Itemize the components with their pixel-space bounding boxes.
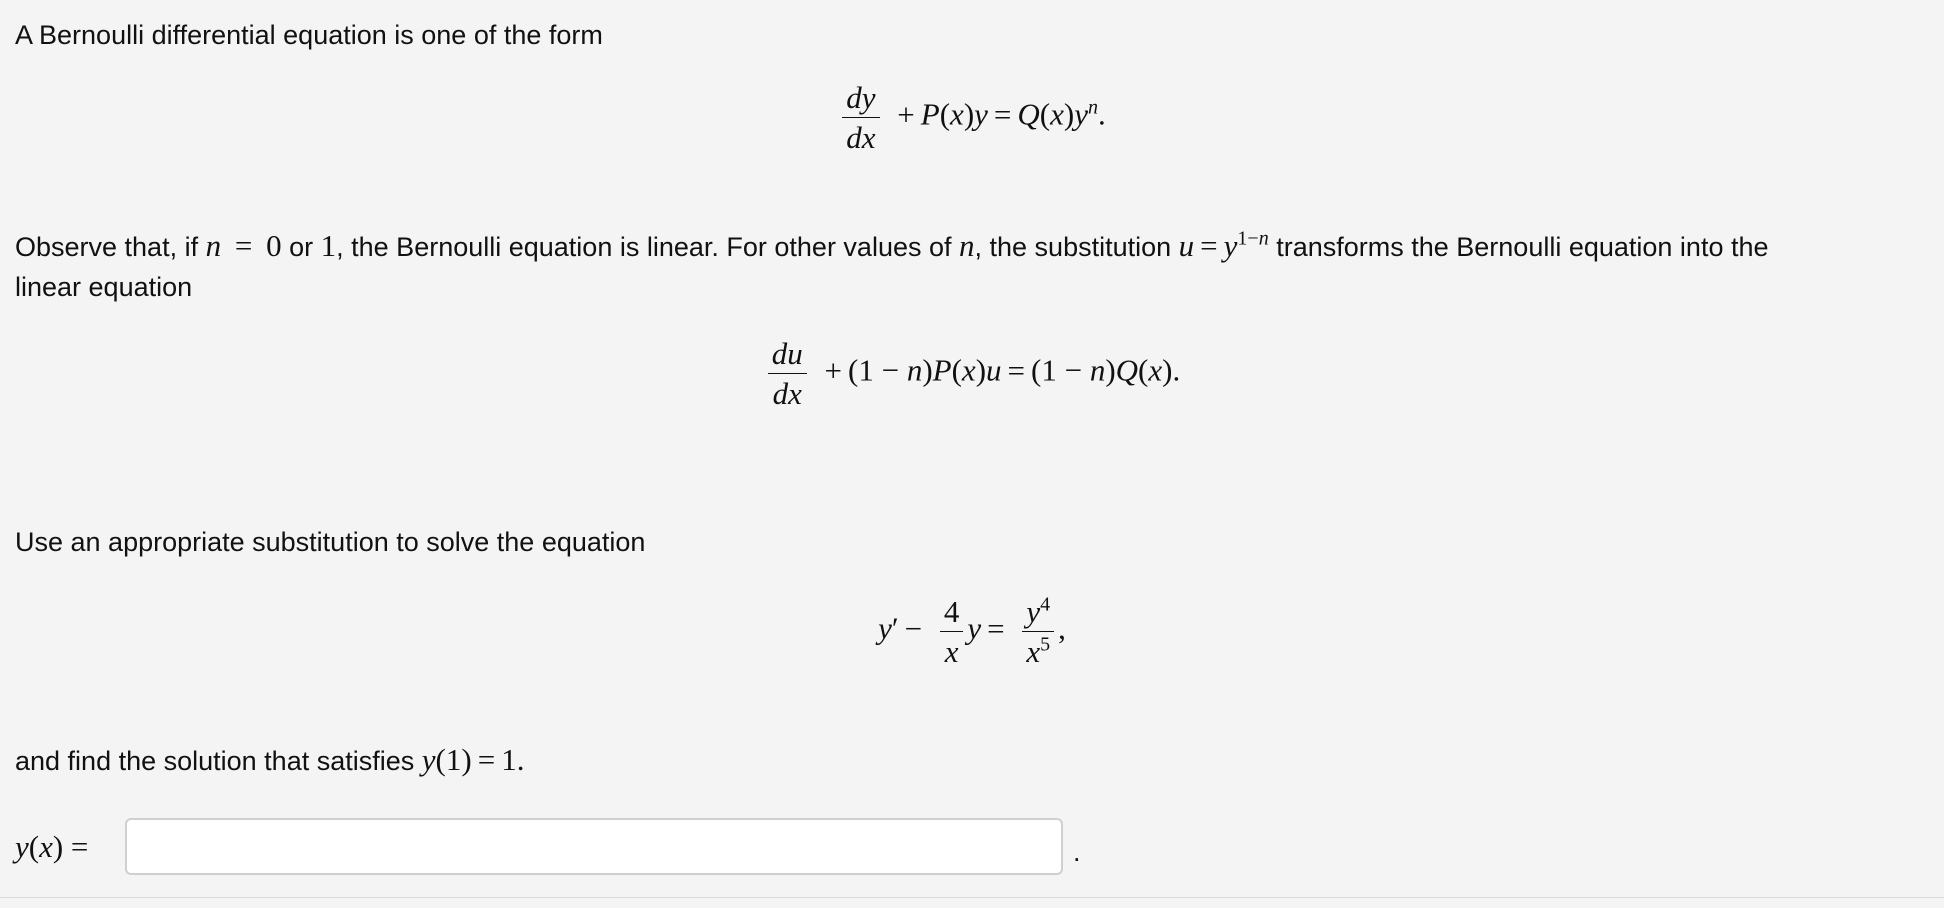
find-text: and find the solution that satisfies y(1) = 1. (15, 742, 525, 777)
fraction-du-dx: $\frac{du}{dx}$ (768, 338, 807, 409)
linear-equation: $\frac{du}{dx}$ + (1 − n)P(x)u = (1 − n)Q(x). (15, 338, 1929, 409)
bernoulli-equation: $\frac{dy}{dx}$ + $P(x)y = Q(x)y^n$. (15, 82, 1929, 153)
fraction-4-over-x: $\frac{4}{x}$ (940, 596, 964, 667)
observe-text: Observe that, if n = 0 or 1, the Bernoulli equation is linear. For other values of n, the substitution $u = y^{1-n}$ transforms the Bernoulli equation into the linear equation (15, 227, 1769, 302)
answer-row (15, 818, 1081, 875)
use-text: Use an appropriate substitution to solve the equation (15, 527, 646, 557)
intro-text: A Bernoulli differential equation is one of the form (15, 20, 603, 50)
answer-trailing-period: . (1073, 837, 1081, 867)
answer-label: y(x) = (15, 828, 89, 864)
given-equation: y′ − $\frac{4}{x}$ y = $\frac{y^4}{x^5}$ , (878, 593, 1066, 669)
bottom-divider (0, 897, 1944, 898)
fraction-y4-over-x5: $\frac{y^4}{x^5}$ (1022, 596, 1054, 667)
fraction-dy-dx: $\frac{dy}{dx}$ (842, 82, 879, 153)
answer-input[interactable] (125, 818, 1063, 875)
